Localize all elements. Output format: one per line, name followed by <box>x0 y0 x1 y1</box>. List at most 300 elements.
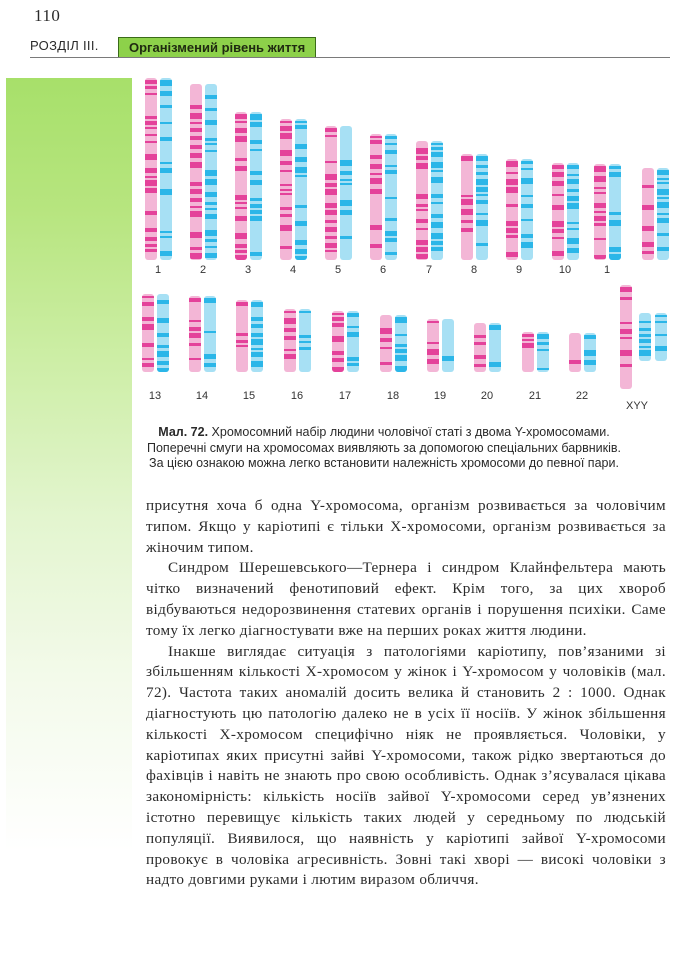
chromosome-band <box>205 95 217 99</box>
chromosome-band <box>332 358 344 362</box>
chromosome-band <box>431 152 443 157</box>
chromosome-band <box>205 253 217 258</box>
chromosome-band <box>642 185 654 188</box>
chromosome-band <box>145 237 157 241</box>
chromosome-band <box>280 207 292 210</box>
chromosome-band <box>639 321 651 323</box>
chromosome-band <box>609 220 621 226</box>
chromosome-20-blue <box>489 323 501 372</box>
figure-caption-text: Хромосомний набір людини чоловічої статі з двома Y-хромосомами. Поперечні смуги на хромосомах виявляють за допомогою спеціальних барвників. За цією ознакою можна легко встановити належність хромосоми до певної пари. <box>146 425 621 470</box>
chromosome-band <box>552 181 564 186</box>
chromosome-band <box>280 121 292 123</box>
chromosome-band <box>250 122 262 127</box>
chromosome-band <box>537 368 549 370</box>
chromosome-band <box>190 105 202 109</box>
chromosome-band <box>332 323 344 327</box>
chromosome-band <box>416 228 428 230</box>
chromosome-band <box>325 128 337 132</box>
chromosome-label-18: 18 <box>386 390 400 402</box>
chromosome-21-blue <box>537 332 549 372</box>
chromosome-x-pink <box>620 285 632 389</box>
chromosome-band <box>250 216 262 221</box>
chromosome-band <box>489 362 501 367</box>
chromosome-band <box>506 161 518 167</box>
chromosome-1-blue <box>609 164 621 260</box>
chromosome-band <box>427 321 439 323</box>
chromosome-band <box>157 300 169 304</box>
chromosome-label-8: 8 <box>470 264 478 276</box>
chromosome-band <box>657 202 669 208</box>
chromosome-band <box>642 242 654 247</box>
chromosome-band <box>142 363 154 367</box>
chromosome-band <box>190 122 202 124</box>
chromosome-band <box>521 234 533 238</box>
chromosome-band <box>395 349 407 353</box>
chromosome-label-3: 3 <box>244 264 252 276</box>
chromosome-band <box>205 179 217 185</box>
chromosome-band <box>442 356 454 361</box>
chromosome-band <box>385 238 397 242</box>
chromosome-band <box>370 136 382 138</box>
chromosome-band <box>657 233 669 236</box>
chromosome-label-16: 16 <box>290 390 304 402</box>
figure-caption <box>146 425 622 472</box>
chromosome-band <box>157 351 169 357</box>
paragraph-1: присутня хоча б одна Y-хромосома, організм розвивається за чоловічим типом. Якщо у каріотипі є тільки Х-хромосоми, організм розвивається за жіночим типом. <box>146 497 666 556</box>
chromosome-label-17: 17 <box>338 390 352 402</box>
chromosome-band <box>205 192 217 197</box>
chromosome-band <box>190 145 202 149</box>
chromosome-band <box>325 174 337 180</box>
chromosome-band <box>552 172 564 177</box>
chromosome-band <box>145 180 157 186</box>
page-number: 110 <box>34 6 61 25</box>
chromosome-band <box>427 359 439 364</box>
paragraph-2: Синдром Шерешевського—Тернера і синдром Клайнфельтера мають чітко визначений фенотиповий ефект. Крім того, за цих хвороб відбуваються недорозвинення статевих органів і порушення психіки. Саме тому їх легко діагностувати вже на перших роках життя людини. <box>146 559 666 639</box>
chromosome-band <box>639 339 651 343</box>
chromosome-band <box>639 334 651 337</box>
chromosome-band <box>427 342 439 344</box>
chromosome-band <box>251 324 263 328</box>
chromosome-band <box>235 158 247 161</box>
chromosome-7-pink <box>416 141 428 260</box>
chromosome-band <box>295 157 307 162</box>
chromosome-band <box>620 287 632 292</box>
chromosome-band <box>332 367 344 372</box>
chromosome-band <box>189 333 201 338</box>
chromosome-band <box>236 302 248 306</box>
chromosome-9-blue <box>521 159 533 260</box>
chromosome-16-blue <box>299 309 311 372</box>
chromosome-band <box>325 135 337 137</box>
chromosome-band <box>347 332 359 337</box>
chromosome-band <box>522 339 534 341</box>
chromosome-band <box>190 189 202 194</box>
figure-label: Мал. 72. <box>158 425 209 439</box>
chromosome-band <box>609 172 621 177</box>
chromosome-band <box>385 136 397 139</box>
chromosome-band <box>552 229 564 233</box>
chromosome-band <box>190 113 202 119</box>
chromosome-band <box>190 206 202 208</box>
chromosome-band <box>347 363 359 366</box>
chromosome-band <box>594 192 606 194</box>
chromosome-band <box>299 347 311 350</box>
chromosome-band <box>552 194 564 196</box>
chromosome-band <box>370 155 382 159</box>
chromosome-band <box>537 334 549 339</box>
chromosome-band <box>295 175 307 177</box>
chromosome-band <box>205 143 217 145</box>
chromosome-band <box>295 125 307 129</box>
chromosome-1-pink <box>145 78 157 260</box>
chromosome-band <box>235 195 247 200</box>
chromosome-band <box>427 349 439 355</box>
chromosome-band <box>236 340 248 343</box>
chromosome-band <box>584 350 596 356</box>
chromosome-band <box>299 341 311 343</box>
chromosome-band <box>160 105 172 108</box>
chromosome-band <box>280 184 292 186</box>
chromosome-band <box>284 349 296 351</box>
chromosome-band <box>620 297 632 300</box>
chromosome-band <box>235 207 247 209</box>
chromosome-band <box>431 202 443 204</box>
chromosome-band <box>325 243 337 248</box>
chromosome-band <box>395 334 407 336</box>
chromosome-label-21: 21 <box>528 390 542 402</box>
chromosome-band <box>280 189 292 191</box>
chromosome-band <box>325 227 337 232</box>
chromosome-band <box>295 167 307 173</box>
chromosome-label-15: 15 <box>242 390 256 402</box>
chromosome-band <box>235 255 247 260</box>
chromosome-band <box>250 171 262 175</box>
chromosome-band <box>250 180 262 185</box>
chromosome-label-1: 1 <box>154 264 162 276</box>
chromosome-band <box>251 348 263 350</box>
chromosome-band <box>235 216 247 221</box>
chromosome-band <box>385 231 397 236</box>
chromosome-band <box>251 352 263 357</box>
chromosome-band <box>160 162 172 164</box>
chromosome-3-blue <box>250 112 262 260</box>
chromosome-label-14: 14 <box>195 390 209 402</box>
chromosome-band <box>552 237 564 239</box>
chromosome-6-blue <box>385 134 397 260</box>
chromosome-band <box>340 236 352 239</box>
chromosome-band <box>594 203 606 208</box>
chromosome-band <box>251 317 263 321</box>
chromosome-label-22: 22 <box>575 390 589 402</box>
chromosome-band <box>205 170 217 176</box>
chromosome-band <box>160 168 172 173</box>
chromosome-band <box>251 302 263 307</box>
chromosome-band <box>416 148 428 154</box>
chromosome-label-19: 19 <box>433 390 447 402</box>
header-rule <box>30 57 670 58</box>
chromosome-band <box>204 363 216 367</box>
chromosome-band <box>461 199 473 205</box>
chromosome-band <box>431 241 443 245</box>
chromosome-band <box>461 228 473 232</box>
chromosome-band <box>620 364 632 367</box>
chromosome-band <box>431 214 443 218</box>
chromosome-band <box>205 208 217 210</box>
chromosome-band <box>295 240 307 245</box>
chromosome-band <box>145 176 157 178</box>
chromosome-band <box>657 197 669 199</box>
chromosome-band <box>416 194 428 199</box>
chromosome-band <box>474 355 486 359</box>
chromosome-band <box>655 315 667 317</box>
chromosome-band <box>461 156 473 161</box>
chromosome-band <box>332 313 344 315</box>
chromosome-band <box>609 166 621 169</box>
chromosome-band <box>552 221 564 227</box>
chromosome-band <box>594 166 606 172</box>
chromosome-16-pink <box>284 309 296 372</box>
chromosome-band <box>385 197 397 199</box>
chromosome-band <box>431 162 443 168</box>
chromosome-band <box>521 242 533 248</box>
chromosome-band <box>506 228 518 233</box>
chromosome-label-6: 6 <box>379 264 387 276</box>
chromosome-band <box>340 183 352 185</box>
chromosome-band <box>476 156 488 161</box>
chromosome-band <box>280 133 292 139</box>
chromosome-band <box>160 251 172 256</box>
chromosome-band <box>506 179 518 185</box>
chromosome-band <box>236 345 248 347</box>
chromosome-band <box>189 358 201 360</box>
body-text <box>146 496 666 891</box>
chromosome-band <box>416 254 428 259</box>
chromosome-3-pink <box>235 112 247 260</box>
chromosome-band <box>639 328 651 331</box>
chromosome-band <box>370 244 382 248</box>
chromosome-band <box>639 350 651 356</box>
chromosome-band <box>204 298 216 303</box>
chromosome-band <box>416 204 428 207</box>
chromosome-4-pink <box>280 119 292 260</box>
chromosome-band <box>370 140 382 144</box>
chromosome-12-blue <box>657 168 669 260</box>
chromosome-band <box>280 126 292 131</box>
chromosome-band <box>594 255 606 259</box>
chromosome-band <box>250 252 262 256</box>
chromosome-band <box>594 238 606 240</box>
chromosome-band <box>295 256 307 260</box>
chromosome-band <box>157 368 169 372</box>
chromosome-band <box>416 240 428 245</box>
chromosome-band <box>189 343 201 346</box>
chromosome-band <box>160 189 172 195</box>
chromosome-band <box>431 170 443 172</box>
chromosome-band <box>284 336 296 340</box>
section-header <box>30 37 670 57</box>
chromosome-band <box>594 223 606 226</box>
chromosome-band <box>521 195 533 197</box>
chromosome-13-pink <box>142 294 154 372</box>
chromosome-band <box>584 360 596 365</box>
chromosome-band <box>642 226 654 231</box>
chromosome-band <box>476 200 488 204</box>
chromosome-band <box>250 210 262 214</box>
chromosome-band <box>385 170 397 174</box>
chromosome-band <box>280 225 292 231</box>
chromosome-band <box>235 136 247 142</box>
chromosome-8-blue <box>476 154 488 260</box>
chromosome-band <box>416 219 428 223</box>
chromosome-band <box>295 121 307 123</box>
chromosome-band <box>370 189 382 194</box>
chromosome-band <box>145 86 157 89</box>
chromosome-band <box>332 317 344 321</box>
chromosome-band <box>594 187 606 189</box>
chromosome-band <box>655 346 667 351</box>
chromosome-band <box>521 178 533 184</box>
chromosome-15-blue <box>251 300 263 372</box>
chromosome-band <box>145 154 157 160</box>
chromosome-band <box>145 244 157 247</box>
chromosome-9-pink <box>506 159 518 260</box>
chromosome-band <box>235 128 247 133</box>
chromosome-band <box>205 230 217 236</box>
chromosome-band <box>157 345 169 348</box>
chromosome-band <box>145 228 157 232</box>
chromosome-band <box>655 321 667 323</box>
chromosome-band <box>620 329 632 334</box>
chromosome-band <box>250 114 262 120</box>
chromosome-band <box>280 214 292 217</box>
chromosome-band <box>340 171 352 175</box>
chromosome-14-pink <box>189 296 201 372</box>
chromosome-band <box>205 214 217 219</box>
chromosome-band <box>325 183 337 187</box>
chromosome-band <box>474 364 486 367</box>
chromosome-band <box>189 327 201 331</box>
chromosome-8-pink <box>461 154 473 260</box>
chromosome-22-pink <box>569 333 581 372</box>
chromosome-band <box>325 220 337 223</box>
chromosome-2-pink <box>190 84 202 260</box>
chromosome-band <box>476 213 488 215</box>
chromosome-band <box>567 196 579 201</box>
chromosome-band <box>142 358 154 360</box>
chromosome-band <box>190 253 202 259</box>
chromosome-band <box>380 347 392 349</box>
chromosome-band <box>385 218 397 221</box>
chromosome-band <box>476 187 488 192</box>
chromosome-15-pink <box>236 300 248 372</box>
chromosome-band <box>142 343 154 347</box>
chromosome-band <box>657 189 669 195</box>
chromosome-band <box>157 361 169 365</box>
chromosome-band <box>145 211 157 215</box>
chromosome-band <box>461 195 473 197</box>
chromosome-label-10: 10 <box>558 264 572 276</box>
chromosome-label-9: 9 <box>515 264 523 276</box>
chromosome-17-blue <box>347 311 359 372</box>
chromosome-band <box>340 210 352 215</box>
chromosome-band <box>370 164 382 169</box>
chromosome-20-pink <box>474 323 486 372</box>
chromosome-band <box>190 153 202 158</box>
chromosome-band <box>142 324 154 330</box>
chromosome-22-blue <box>584 333 596 372</box>
chromosome-band <box>347 357 359 361</box>
chromosome-band <box>145 116 157 119</box>
chromosome-band <box>657 182 669 184</box>
chromosome-band <box>506 221 518 226</box>
chromosome-band <box>190 211 202 217</box>
chromosome-band <box>609 247 621 252</box>
chromosome-band <box>416 209 428 211</box>
chromosome-band <box>295 205 307 208</box>
chromosome-band <box>567 174 579 176</box>
chromosome-band <box>431 222 443 228</box>
chromosome-band <box>284 311 296 313</box>
chromosome-band <box>657 178 669 180</box>
chromosome-band <box>190 128 202 132</box>
chromosome-band <box>594 176 606 182</box>
chromosome-band <box>189 298 201 302</box>
chromosome-band <box>476 172 488 175</box>
chromosome-6-pink <box>370 134 382 260</box>
chromosome-band <box>657 247 669 251</box>
chromosome-band <box>567 165 579 169</box>
chromosome-band <box>395 366 407 372</box>
chromosome-band <box>325 161 337 163</box>
chromosome-band <box>235 121 247 123</box>
chromosome-band <box>145 141 157 143</box>
chromosome-band <box>521 204 533 208</box>
chromosome-band <box>160 236 172 238</box>
chromosome-band <box>506 187 518 193</box>
chromosome-band <box>567 238 579 244</box>
chromosome-band <box>325 203 337 208</box>
chromosome-5-blue <box>340 126 352 260</box>
chromosome-band <box>506 235 518 238</box>
chromosome-band <box>160 122 172 124</box>
chromosome-band <box>236 333 248 336</box>
chromosome-band <box>552 165 564 169</box>
chromosome-band <box>284 318 296 324</box>
chromosome-19-blue <box>442 319 454 372</box>
chromosome-band <box>385 165 397 167</box>
chromosome-band <box>537 342 549 345</box>
chromosome-band <box>284 328 296 332</box>
chromosome-band <box>655 334 667 336</box>
chromosome-band <box>567 222 579 224</box>
chromosome-band <box>380 362 392 365</box>
chromosome-band <box>489 325 501 330</box>
chromosome-band <box>295 221 307 226</box>
chromosome-band <box>395 344 407 347</box>
chromosome-band <box>145 134 157 136</box>
chromosome-band <box>567 179 579 184</box>
chromosome-band <box>461 220 473 223</box>
chromosome-band <box>205 120 217 125</box>
chromosome-band <box>295 249 307 254</box>
chromosome-band <box>145 188 157 193</box>
chromosome-band <box>280 170 292 172</box>
chromosome-band <box>380 328 392 334</box>
chromosome-band <box>416 156 428 160</box>
chromosome-band <box>251 333 263 337</box>
chromosome-band <box>235 166 247 171</box>
